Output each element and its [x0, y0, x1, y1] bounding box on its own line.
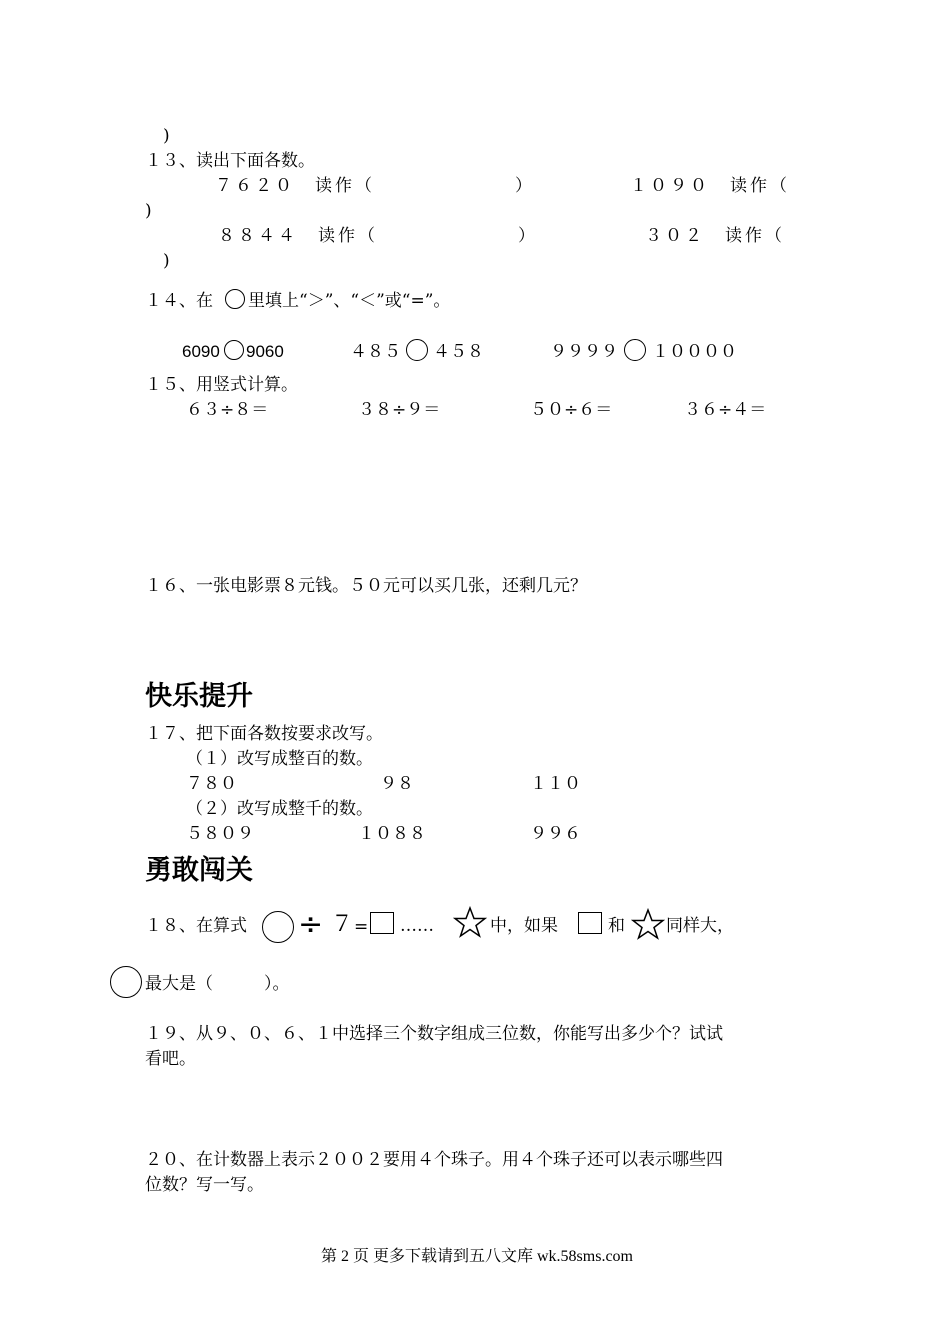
compare-circle: [224, 340, 244, 360]
compare-circle: [406, 339, 428, 361]
q15-item: ５０÷６＝: [530, 400, 613, 420]
q14-title-after: 里填上“＞”、“＜”或“=”。: [248, 291, 451, 311]
q15-item: ３６÷４＝: [684, 400, 767, 420]
remainder-star-icon: [453, 906, 487, 938]
divisor: ７: [331, 912, 354, 937]
q14-title-before: １４、在: [145, 291, 213, 311]
equals-sign: =: [354, 917, 369, 937]
q13-row2-b: ３０２ 读作（: [645, 226, 785, 246]
carryover-paren: ): [163, 126, 170, 146]
page-footer: 第 2 页 更多下载请到五八文库 wk.58sms.com: [321, 1248, 634, 1265]
q13-title: １３、读出下面各数。: [145, 151, 315, 171]
q13-row1-a: ７６２０ 读作（ ）: [215, 176, 535, 196]
q14-p2-right: ４５８: [433, 342, 484, 362]
section-title-brave-challenge: 勇敢闯关: [145, 855, 253, 886]
q19-line1: １９、从９、０、６、１中选择三个数字组成三位数，你能写出多少个？试试: [145, 1024, 723, 1044]
q17-title: １７、把下面各数按要求改写。: [145, 724, 383, 744]
q13-row2-a: ８８４４ 读作（ ）: [218, 226, 538, 246]
q18-title-prefix: １８、在算式: [145, 916, 247, 936]
q13-row1-b: １０９０ 读作（: [630, 176, 790, 196]
q14-p2-left: ４８５: [350, 342, 401, 362]
q13-row1-close: ): [145, 201, 152, 221]
q17-sub1-item: ９８: [380, 774, 414, 794]
q17-sub2: （２）改写成整千的数。: [186, 799, 373, 819]
q18-tail: 同样大，: [666, 916, 734, 936]
q20-line2: 位数？写一写。: [145, 1175, 264, 1195]
q14-p1-right: 9060: [246, 342, 284, 361]
compare-circle: [624, 339, 646, 361]
q16-text: １６、一张电影票８元钱。５０元可以买几张，还剩几元？: [145, 576, 587, 596]
ellipsis: ……: [400, 916, 434, 936]
q17-sub1-item: ７８０: [186, 774, 237, 794]
q15-item: ３８÷９＝: [358, 400, 441, 420]
quotient-square: [370, 912, 394, 934]
q15-item: ６３÷８＝: [186, 400, 269, 420]
q20-line1: ２０、在计数器上表示２００２要用４个珠子。用４个珠子还可以表示哪些四: [145, 1150, 723, 1170]
q17-sub2-item: １０８８: [358, 824, 426, 844]
q17-sub1: （１）改写成整百的数。: [186, 749, 373, 769]
q17-sub1-item: １１０: [530, 774, 581, 794]
q18-and: 和: [608, 916, 625, 936]
q14-p1-left: 6090: [182, 342, 220, 361]
q14-p3-right: １００００: [652, 342, 737, 362]
quotient-square: [578, 912, 602, 934]
dividend-circle: [110, 966, 142, 998]
q19-line2: 看吧。: [145, 1049, 196, 1069]
q15-title: １５、用竖式计算。: [145, 375, 298, 395]
dividend-circle: [262, 911, 294, 943]
section-title-happy-improve: 快乐提升: [145, 681, 253, 712]
blank-circle: [225, 289, 245, 309]
q17-sub2-item: ９９６: [530, 824, 581, 844]
remainder-star-icon: [631, 908, 665, 940]
q17-sub2-item: ５８０９: [186, 824, 254, 844]
q18-mid: 中，如果: [490, 916, 558, 936]
division-sign: ÷: [298, 907, 324, 942]
q14-p3-left: ９９９９: [550, 342, 618, 362]
q13-row2-close: ): [163, 251, 170, 271]
q18-line2: 最大是（ ）。: [145, 974, 290, 994]
